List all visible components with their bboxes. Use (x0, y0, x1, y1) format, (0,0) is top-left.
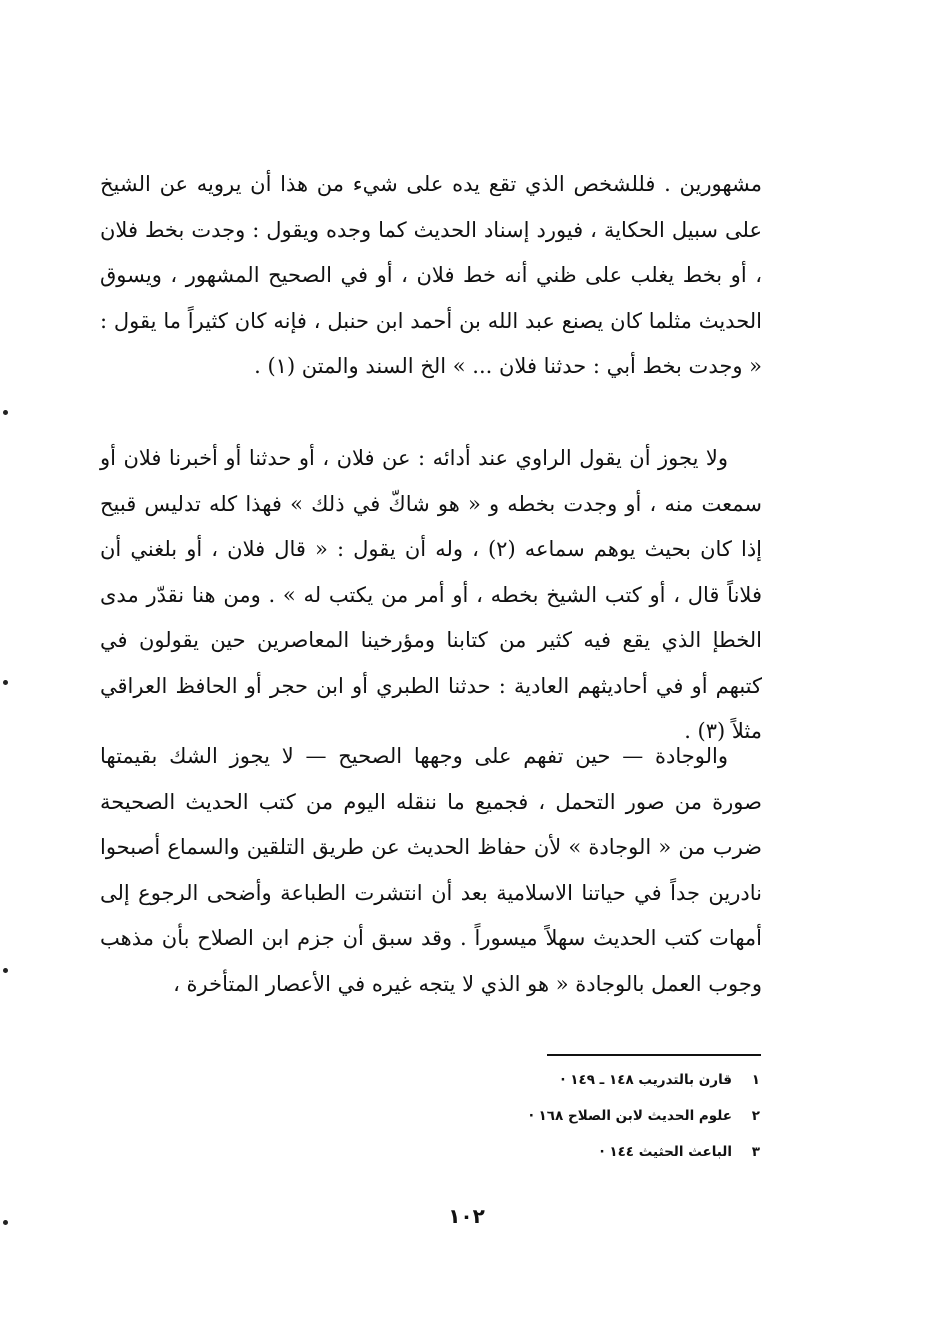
footnote-text: علوم الحديث لابن الصلاح ١٦٨ · (528, 1108, 732, 1124)
scan-speck (3, 410, 8, 415)
footnote-2 (440, 1108, 760, 1144)
footnote-1 (440, 1072, 760, 1108)
paragraph-2 (100, 436, 762, 755)
footnote-text: قارن بالتدريب ١٤٨ ـ ١٤٩ · (560, 1072, 732, 1088)
paragraph-1 (100, 162, 762, 390)
paragraph-3-text: والوجادة — حين تفهم على وجهها الصحيح — لا يجوز الشك بقيمتها صورة من صور التحمل ، فجميع ما ننقله اليوم من كتب الحديث الصحيحة ضرب من « الوجادة » لأن حفاظ الحديث عن طريق التلقين والسماع أصبحوا نادرين جداً في حياتنا الاسلامية بعد أن انتشرت الطباعة وأضحى الرجوع إلى أمهات كتب الحديث سهلاً ميسوراً . وقد سبق أن جزم ابن الصلاح بأن مذهب وجوب العمل بالوجادة « هو الذي لا يتجه غيره في الأعصار المتأخرة ، (100, 744, 762, 996)
paragraph-3 (100, 734, 762, 1007)
footnote-divider (547, 1054, 761, 1056)
page-number: ١٠٢ (448, 1204, 485, 1228)
footnote-number: ٣ (751, 1144, 760, 1160)
footnote-text: الباعث الحثيث ١٤٤ · (599, 1144, 732, 1160)
scan-speck (3, 968, 8, 973)
scan-speck (3, 680, 8, 685)
footnote-number: ٢ (751, 1108, 760, 1124)
scan-speck (3, 1220, 8, 1225)
paragraph-2-text: ولا يجوز أن يقول الراوي عند أدائه : عن فلان ، أو حدثنا أو أخبرنا فلان أو سمعت منه ، أو وجدت بخطه و « هو شاكّ في ذلك » فهذا كله تدليس قبيح إذا كان بحيث يوهم سماعه (٢) ، وله أن يقول : « قال فلان ، أو بلغني أن فلاناً قال ، أو كتب الشيخ بخطه ، أو أمر من يكتب له » . ومن هنا نقدّر مدى الخطإ الذي يقع فيه كثير من كتابنا ومؤرخينا المعاصرين حين يقولون في كتبهم أو في أحاديثهم العادية : حدثنا الطبري أو ابن حجر أو الحافظ العراقي مثلاً (٣) . (100, 446, 763, 743)
footnote-number: ١ (751, 1072, 760, 1088)
paragraph-1-text: مشهورين . فللشخص الذي تقع يده على شيء من هذا أن يرويه عن الشيخ على سبيل الحكاية ، فيورد إسناد الحديث كما وجده ويقول : وجدت بخط فلان ، أو بخط يغلب على ظني أنه خط فلان ، أو في الصحيح المشهور ، ويسوق الحديث مثلما كان يصنع عبد الله بن أحمد ابن حنبل ، فإنه كان كثيراً ما يقول : « وجدت بخط أبي : حدثنا فلان ... » الخ السند والمتن (١) . (100, 172, 762, 378)
footnotes (440, 1072, 760, 1180)
footnote-3 (440, 1144, 760, 1180)
